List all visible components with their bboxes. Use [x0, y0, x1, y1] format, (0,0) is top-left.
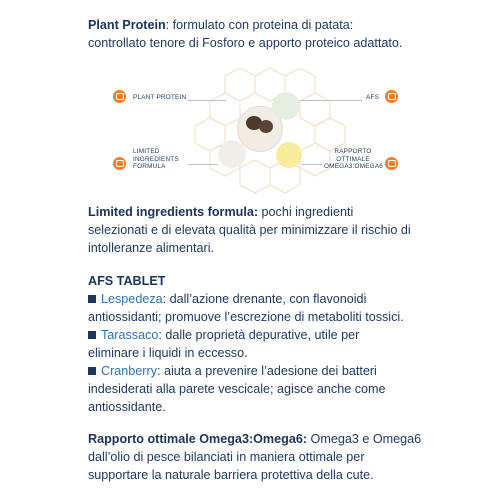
oil-circle — [276, 142, 302, 168]
tablet-circle — [218, 140, 246, 168]
omega-paragraph — [88, 430, 448, 484]
fish-icon — [385, 157, 398, 170]
intro-bold: Plant Protein — [88, 18, 166, 32]
connector-line — [188, 100, 226, 101]
connector-line — [300, 100, 362, 101]
feature-omega: RAPPORTO OTTIMALE OMEGA3:OMEGA6 — [324, 148, 384, 170]
bullet-square-icon — [88, 367, 96, 375]
intro-line1: : formulato con proteina di patata: — [165, 18, 354, 32]
connector-line — [302, 164, 322, 165]
bullet-square-icon — [88, 295, 96, 303]
feature-limited-ingredients: LIMITED INGREDIENTS FORMULA — [133, 148, 179, 170]
intro-paragraph — [88, 16, 448, 52]
limited-line2: selezionati e di elevata qualità per minimizzare il rischio di — [88, 223, 411, 237]
ingredient-name: Cranberry — [101, 364, 157, 378]
bullet-square-icon — [88, 331, 96, 339]
intro-line2: controllato tenore di Fosforo e apporto proteico adattato. — [88, 36, 403, 50]
feature-afs: AFS — [366, 94, 380, 101]
product-infographic — [110, 68, 410, 198]
limited-line1: pochi ingredienti — [258, 205, 354, 219]
limited-paragraph — [88, 203, 448, 257]
afs-icon — [385, 90, 398, 103]
omega-line3: supportare la naturale barriera protettiva della cute. — [88, 468, 374, 482]
afs-title: AFS TABLET — [88, 274, 166, 288]
leaf-icon — [113, 90, 126, 103]
feature-plant-protein: PLANT PROTEIN — [133, 94, 187, 101]
list-item: Tarassaco: dalle proprietà depurative, utile per — [88, 326, 448, 344]
leaf-circle — [272, 92, 300, 120]
list-item: Cranberry: aiuta a prevenire l’adesione dei batteri — [88, 362, 448, 380]
list-item: Lespedeza: dall’azione drenante, con flavonoidi — [88, 290, 448, 308]
connector-line — [188, 164, 218, 165]
afs-section: AFS TABLET Lespedeza: dall’azione drenante, con flavonoidi antiossidanti; promuove l’escrezione di metaboliti tossici. Tarassaco: dalle proprietà depurative, utile per eliminare i liquidi in eccesso. Cranberry: aiuta a prevenire l’adesione dei batteri indesiderati alla parete vescicale; agisce anche come antiossidante. — [88, 272, 448, 416]
ingredient-name: Tarassaco — [101, 328, 159, 342]
limited-line3: intolleranze alimentari. — [88, 241, 214, 255]
omega-bold: Rapporto ottimale Omega3:Omega6: — [88, 432, 308, 446]
limited-bold: Limited ingredients formula: — [88, 205, 259, 219]
omega-line2: dall’olio di pesce bilanciati in maniera ottimale per — [88, 450, 365, 464]
bowl-icon — [113, 157, 126, 170]
omega-line1: Omega3 e Omega6 — [307, 432, 422, 446]
ingredient-name: Lespedeza — [101, 292, 163, 306]
